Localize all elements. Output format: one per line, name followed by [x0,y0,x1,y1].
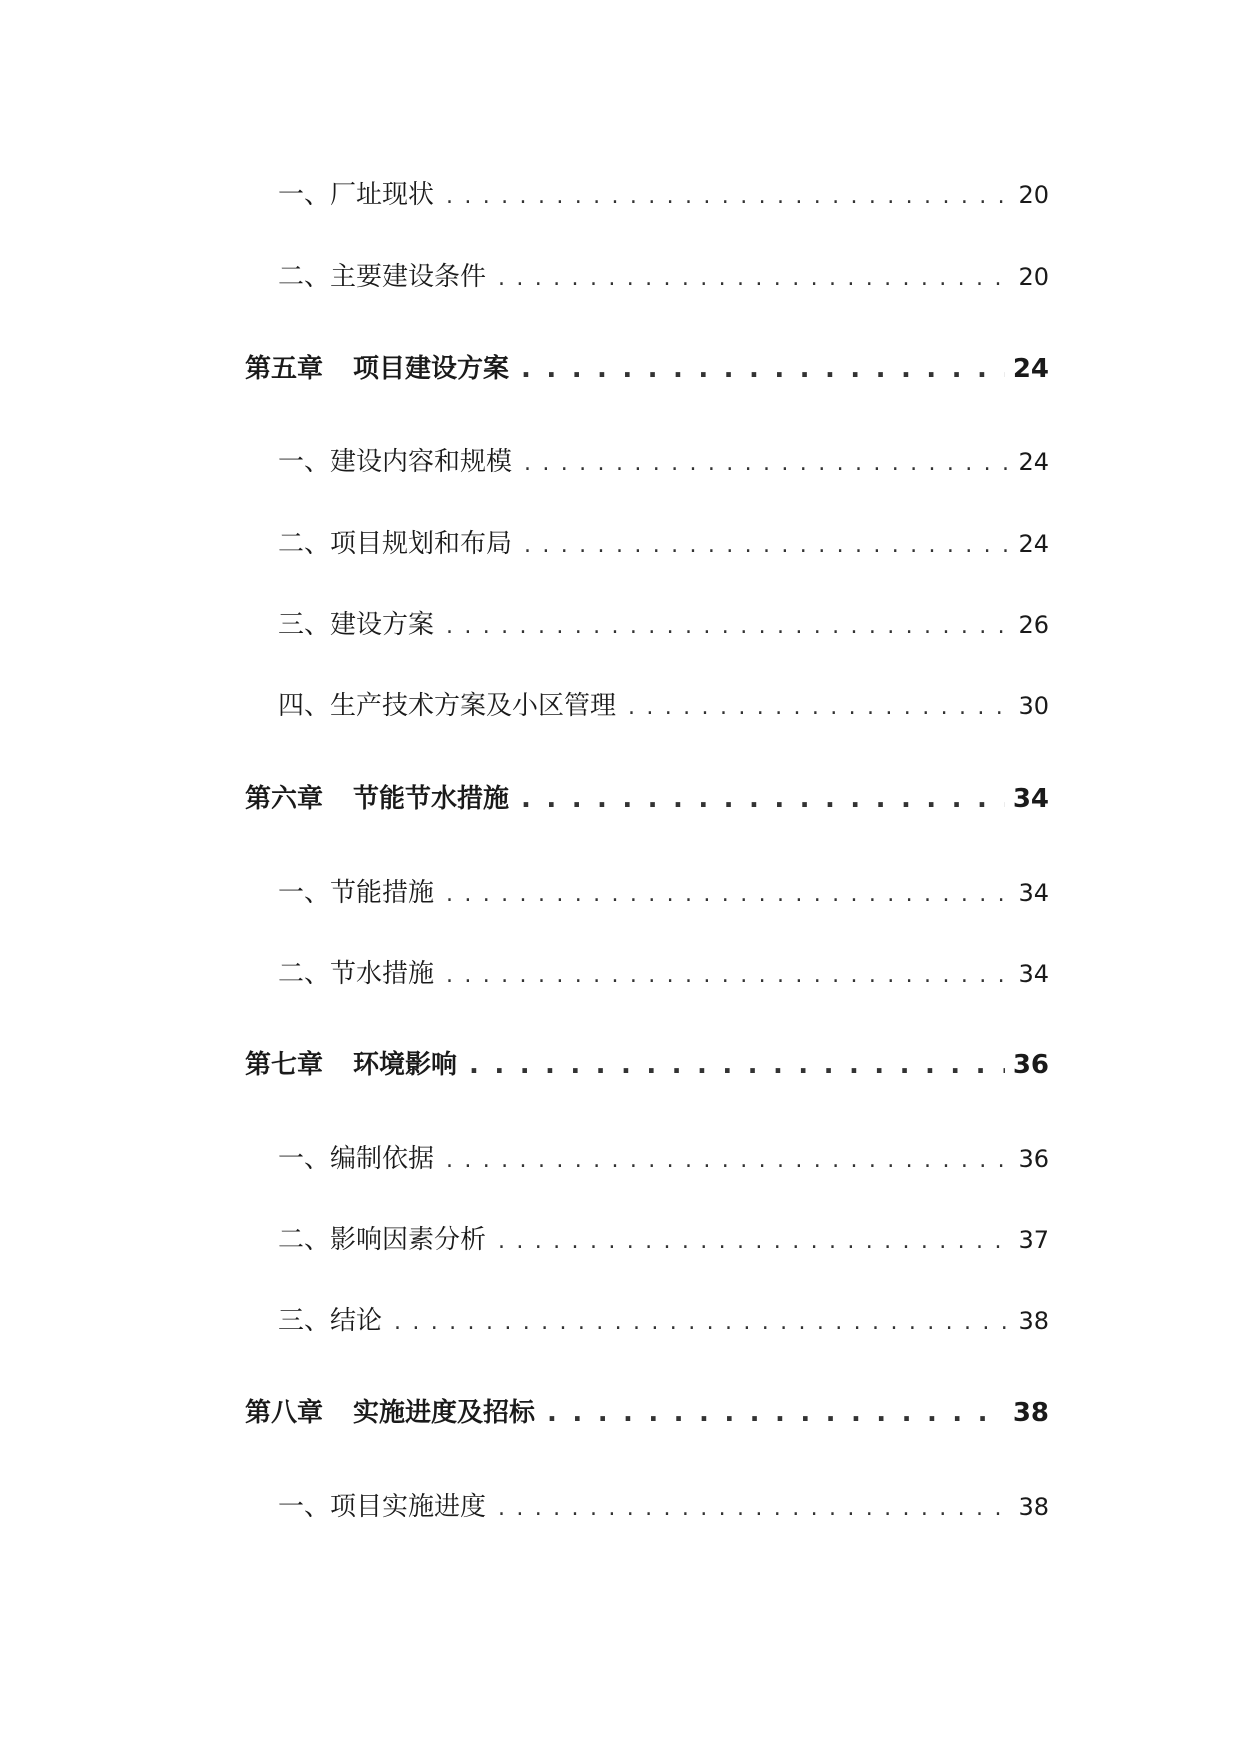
chapter-number: 第六章 [245,784,324,814]
dot-leader [521,784,1005,814]
toc-entry-title: 二、主要建设条件 [278,262,487,292]
dot-leader [498,1492,1010,1522]
dot-leader [498,262,1010,292]
toc-chapter-entry[interactable] [245,1044,1049,1081]
dot-leader [446,180,1010,210]
chapter-number: 第八章 [245,1398,324,1428]
toc-entry-page: 30 [1018,692,1049,720]
toc-entry[interactable] [278,256,1049,293]
dot-leader [446,1144,1010,1174]
chapter-name: 节能节水措施 [353,784,510,814]
toc-entry-title: 一、节能措施 [278,878,435,908]
toc-entry-page: 36 [1012,1050,1049,1080]
toc-entry-title: 三、建设方案 [278,610,435,640]
toc-chapter-entry[interactable] [245,348,1049,385]
chapter-name: 项目建设方案 [353,354,510,384]
toc-entry-page: 38 [1012,1398,1049,1428]
toc-chapter-entry[interactable] [245,778,1049,815]
toc-entry-page: 24 [1018,530,1049,558]
toc-chapter-title [245,1392,535,1429]
dot-leader [446,878,1010,908]
dot-leader [469,1050,1005,1080]
toc-entry[interactable] [278,1300,1049,1337]
toc-entry[interactable] [278,1219,1049,1256]
toc-entry[interactable] [278,604,1049,641]
toc-entry[interactable] [278,685,1049,722]
chapter-number: 第五章 [245,354,324,384]
toc-entry[interactable] [278,1486,1049,1523]
toc-entry-title: 一、建设内容和规模 [278,447,513,477]
toc-entry-page: 38 [1018,1307,1049,1335]
chapter-name: 环境影响 [353,1050,458,1080]
dot-leader [498,1225,1010,1255]
toc-entry[interactable] [278,872,1049,909]
toc-entry-page: 34 [1018,879,1049,907]
toc-entry-page: 20 [1018,181,1049,209]
toc-entry-page: 24 [1012,354,1049,384]
toc-chapter-entry[interactable] [245,1392,1049,1429]
dot-leader [547,1398,1005,1428]
dot-leader [446,959,1010,989]
dot-leader [521,354,1005,384]
dot-leader [524,447,1010,477]
toc-entry-title: 一、厂址现状 [278,180,435,210]
toc-entry-page: 24 [1018,448,1049,476]
toc-entry-title: 二、影响因素分析 [278,1225,487,1255]
toc-entry-title: 三、结论 [278,1306,383,1336]
toc-entry[interactable] [278,441,1049,478]
toc-chapter-title [245,1044,457,1081]
toc-entry[interactable] [278,174,1049,211]
dot-leader [394,1306,1010,1336]
toc-entry-page: 26 [1018,611,1049,639]
toc-entry-page: 37 [1018,1226,1049,1254]
toc-entry-page: 20 [1018,263,1049,291]
toc-entry-page: 34 [1012,784,1049,814]
toc-entry-title: 二、项目规划和布局 [278,529,513,559]
chapter-name: 实施进度及招标 [353,1398,536,1428]
chapter-number: 第七章 [245,1050,324,1080]
toc-entry-title: 一、项目实施进度 [278,1492,487,1522]
dot-leader [446,610,1010,640]
toc-entry[interactable] [278,1138,1049,1175]
toc-entry-title: 二、节水措施 [278,959,435,989]
toc-entry[interactable] [278,523,1049,560]
toc-entry-title: 一、编制依据 [278,1144,435,1174]
toc-entry-page: 36 [1018,1145,1049,1173]
dot-leader [524,529,1010,559]
toc-chapter-title [245,348,509,385]
dot-leader [628,691,1010,721]
toc-entry-title: 四、生产技术方案及小区管理 [278,691,617,721]
toc-entry[interactable] [278,953,1049,990]
toc-entry-page: 34 [1018,960,1049,988]
toc-chapter-title [245,778,509,815]
toc-entry-page: 38 [1018,1493,1049,1521]
